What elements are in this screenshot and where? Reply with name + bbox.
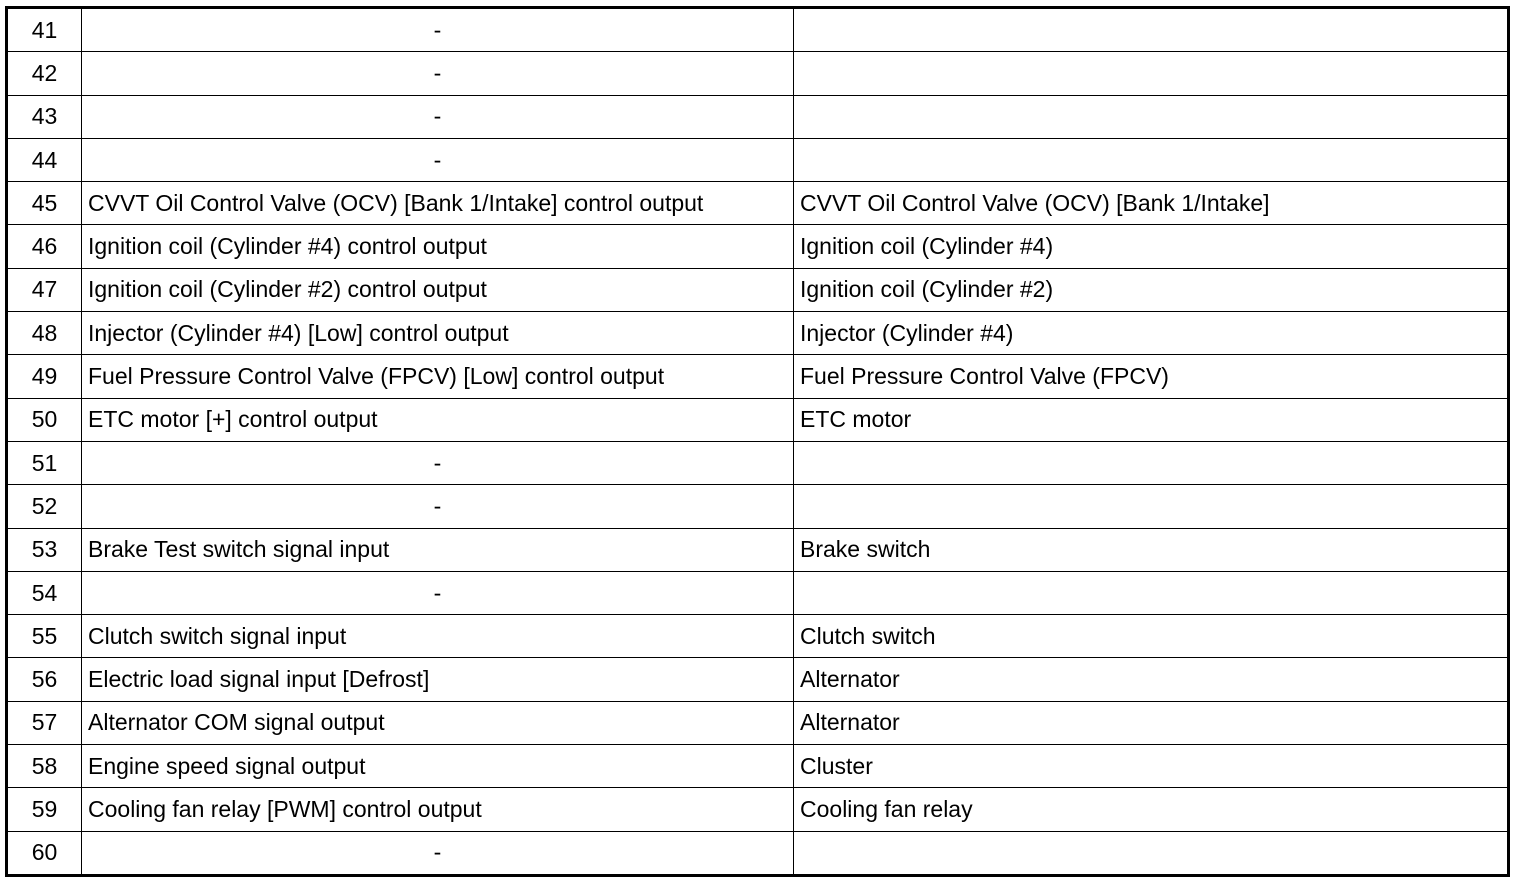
table-row — [7, 571, 1509, 614]
table-row — [7, 441, 1509, 484]
connection-cell — [794, 831, 1509, 875]
pin-number-cell: 44 — [7, 138, 82, 181]
table-row — [7, 831, 1509, 875]
description-cell: Clutch switch signal input — [82, 615, 794, 658]
description-cell: - — [82, 571, 794, 614]
description-cell: Electric load signal input [Defrost] — [82, 658, 794, 701]
pin-number-cell: 50 — [7, 398, 82, 441]
table-row — [7, 658, 1509, 701]
pin-number-cell: 58 — [7, 745, 82, 788]
table-row — [7, 788, 1509, 831]
table-row — [7, 268, 1509, 311]
table-row — [7, 745, 1509, 788]
description-cell: CVVT Oil Control Valve (OCV) [Bank 1/Intake] control output — [82, 182, 794, 225]
connection-cell: Alternator — [794, 701, 1509, 744]
description-cell: - — [82, 138, 794, 181]
description-cell: Ignition coil (Cylinder #2) control output — [82, 268, 794, 311]
table-row — [7, 225, 1509, 268]
pin-number-cell: 51 — [7, 441, 82, 484]
pin-number-cell: 48 — [7, 312, 82, 355]
description-cell: Fuel Pressure Control Valve (FPCV) [Low] control output — [82, 355, 794, 398]
pin-number-cell: 52 — [7, 485, 82, 528]
connection-cell: Ignition coil (Cylinder #2) — [794, 268, 1509, 311]
pin-number-cell: 42 — [7, 52, 82, 95]
pin-number-cell: 55 — [7, 615, 82, 658]
description-cell: Brake Test switch signal input — [82, 528, 794, 571]
table-row — [7, 701, 1509, 744]
table-row — [7, 95, 1509, 138]
connection-cell — [794, 8, 1509, 52]
table-row — [7, 52, 1509, 95]
connection-cell: Cluster — [794, 745, 1509, 788]
description-cell: Engine speed signal output — [82, 745, 794, 788]
table-row — [7, 528, 1509, 571]
table-row — [7, 615, 1509, 658]
connection-cell — [794, 95, 1509, 138]
pin-number-cell: 47 — [7, 268, 82, 311]
description-cell: - — [82, 8, 794, 52]
table-row — [7, 355, 1509, 398]
connection-cell: Fuel Pressure Control Valve (FPCV) — [794, 355, 1509, 398]
description-cell: - — [82, 52, 794, 95]
connection-cell — [794, 138, 1509, 181]
connection-cell: Brake switch — [794, 528, 1509, 571]
pin-number-cell: 46 — [7, 225, 82, 268]
pin-number-cell: 43 — [7, 95, 82, 138]
connection-cell: Ignition coil (Cylinder #4) — [794, 225, 1509, 268]
description-cell: - — [82, 831, 794, 875]
pin-number-cell: 54 — [7, 571, 82, 614]
table-row — [7, 485, 1509, 528]
table-row — [7, 182, 1509, 225]
table-row — [7, 8, 1509, 52]
connection-cell: Alternator — [794, 658, 1509, 701]
pin-number-cell: 41 — [7, 8, 82, 52]
connection-cell — [794, 485, 1509, 528]
description-cell: - — [82, 485, 794, 528]
pin-number-cell: 57 — [7, 701, 82, 744]
pin-number-cell: 49 — [7, 355, 82, 398]
connection-cell: Clutch switch — [794, 615, 1509, 658]
table-row — [7, 138, 1509, 181]
pin-number-cell: 56 — [7, 658, 82, 701]
connection-cell: ETC motor — [794, 398, 1509, 441]
table-row — [7, 312, 1509, 355]
connection-cell: Cooling fan relay — [794, 788, 1509, 831]
connection-cell — [794, 571, 1509, 614]
description-cell: - — [82, 95, 794, 138]
connection-cell: CVVT Oil Control Valve (OCV) [Bank 1/Intake] — [794, 182, 1509, 225]
connection-cell: Injector (Cylinder #4) — [794, 312, 1509, 355]
pin-number-cell: 45 — [7, 182, 82, 225]
pin-table-body — [7, 8, 1509, 876]
connection-cell — [794, 52, 1509, 95]
pin-table — [5, 6, 1510, 877]
description-cell: Cooling fan relay [PWM] control output — [82, 788, 794, 831]
description-cell: ETC motor [+] control output — [82, 398, 794, 441]
pin-number-cell: 53 — [7, 528, 82, 571]
description-cell: Injector (Cylinder #4) [Low] control output — [82, 312, 794, 355]
pin-number-cell: 59 — [7, 788, 82, 831]
description-cell: - — [82, 441, 794, 484]
description-cell: Alternator COM signal output — [82, 701, 794, 744]
description-cell: Ignition coil (Cylinder #4) control output — [82, 225, 794, 268]
connection-cell — [794, 441, 1509, 484]
pin-number-cell: 60 — [7, 831, 82, 875]
table-row — [7, 398, 1509, 441]
